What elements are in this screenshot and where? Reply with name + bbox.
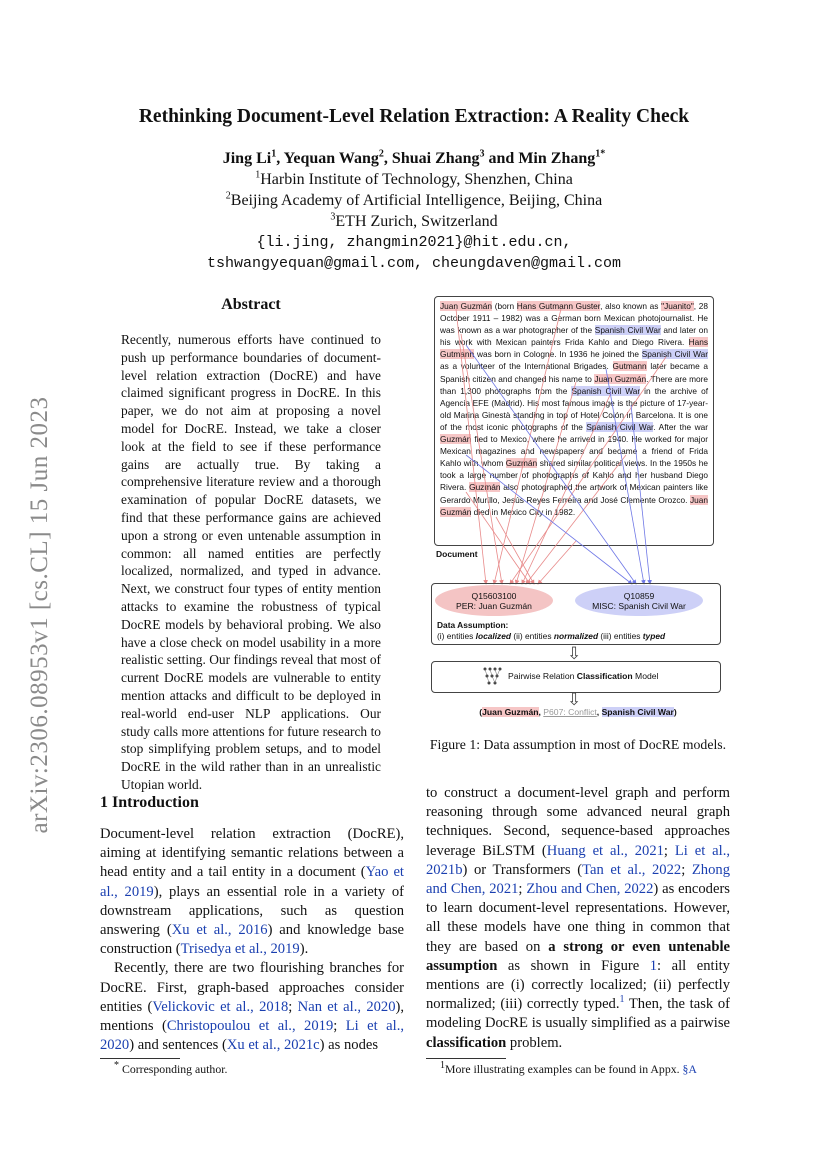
- text-run: ) and sentences (: [129, 1037, 227, 1054]
- text-run: ;: [681, 861, 692, 878]
- text-run: , 28 October 1911 – 1982) was a German born Mexican photojournalist. He was known as a war photographer of the: [440, 301, 708, 336]
- bold-text: Classification: [576, 671, 633, 681]
- text-run: (: [479, 707, 483, 717]
- text-run: (ii) entities: [511, 630, 554, 641]
- text-run: ;: [333, 1018, 346, 1035]
- entity-mention-red: Guzmán: [505, 458, 538, 469]
- bold-text: classification: [426, 1034, 507, 1051]
- text-run: problem.: [506, 1034, 563, 1051]
- text-run: Recently, there are two flourishing branches for DocRE. First, graph-based approaches consider entities (: [100, 960, 404, 1015]
- footnote-mark: *: [114, 1060, 119, 1072]
- abstract-text: Recently, numerous efforts have continued to push up performance boundaries of document-level relation extraction (DocRE) and have claimed significant progress in DocRE. In this paper, we do not aim at proposing a novel model for DocRE. Instead, we take a closer look at the field to see if these performance gains are actually true. By taking a comprehensive literature review and a thorough examination of popular DocRE datasets, we find that these performance gains are achieved upon a strong or even untenable assumption in common: all named entities are perfectly localized, normalized, and typed in advance. Next, we construct four types of entity mention attacks to examine the robustness of typical DocRE models by behavioral probing. We also have a close check on model usability in a more realistic setting. Our findings reveal that most of current DocRE models are vulnerable to entity mention attacks and difficult to be deployed in real-world end-user NLP applications. Our study calls more attentions for future research to stop simplifying problem setups, and to model DocRE in the wild rather than in an unrealistic Utopian world.: [121, 332, 381, 792]
- entity-id: Q15603100: [471, 591, 517, 601]
- model-label: [508, 671, 658, 681]
- footnote-right: [440, 1062, 697, 1077]
- affiliation: [0, 169, 828, 190]
- text-run: , also known as: [600, 301, 662, 311]
- author-affiliation-mark: 1*: [595, 148, 606, 160]
- affiliation-text: Harbin Institute of Technology, Shenzhen, China: [260, 171, 573, 188]
- figure-1: [426, 289, 730, 731]
- arxiv-identifier-text: arXiv:2306.08953v1 [cs.CL] 15 Jun 2023: [26, 396, 53, 834]
- entity-mention-blue: Spanish Civil War: [586, 421, 654, 432]
- text-run: to construct a document-level graph and perform reasoning through some advanced neural graph techniques. Second, sequence-based approaches leverage BiLSTM (: [426, 785, 730, 859]
- text-run: ;: [663, 842, 675, 859]
- email-line: {li.jing, zhangmin2021}@hit.edu.cn,: [256, 234, 572, 251]
- text-run: ) as encoders to learn document-level representations. However, all these models have one thing in common that they are based on: [426, 881, 730, 955]
- entity-mention-red: Juan Guzmán: [440, 301, 493, 311]
- down-arrow-icon: ⇩: [567, 690, 582, 709]
- text-run: ) and knowledge base construction (: [100, 922, 404, 958]
- entity-mention-red: Guzmán: [469, 482, 501, 493]
- author-names: Jing Li$^1$, Yequan Wang$^2$, Shuai Zhang$^3$ and Min Zhang$^{1*}$: [222, 148, 606, 167]
- paragraph: [426, 784, 730, 1053]
- affiliation-text: ETH Zurich, Switzerland: [335, 213, 498, 230]
- citation-link[interactable]: Velickovic et al., 2018: [152, 998, 289, 1015]
- affiliation-text: Beijing Academy of Artificial Intelligence, Beijing, China: [230, 192, 603, 209]
- citation-link[interactable]: Huang et al., 2021: [546, 842, 664, 859]
- paragraph: [100, 825, 404, 959]
- document-label: Document: [436, 549, 478, 559]
- citation-link[interactable]: Xu et al., 2021c: [226, 1037, 320, 1054]
- entity-mention-red: "Juanito": [661, 301, 694, 311]
- output-triple: [426, 707, 730, 717]
- text-run: (i) entities: [437, 630, 476, 641]
- citation-link[interactable]: Tan et al., 2022: [582, 861, 682, 878]
- text-run: . After the war: [653, 421, 708, 432]
- text-run: (iii) entities: [598, 630, 643, 641]
- footnote-text: Corresponding author.: [119, 1062, 228, 1076]
- text-run: ), mentions (: [100, 998, 405, 1035]
- footnote-text: More illustrating examples can be found in Appx.: [445, 1062, 683, 1076]
- entity-mention-red: Gutmann: [612, 361, 647, 372]
- section-heading-introduction: 1 Introduction: [100, 794, 199, 811]
- affiliation: [0, 211, 828, 232]
- down-arrow-icon: ⇩: [567, 644, 582, 663]
- mention-arrows: [426, 289, 730, 589]
- model-box: [431, 661, 721, 693]
- paragraph: [100, 959, 404, 1055]
- entity-id: Q10859: [623, 591, 655, 601]
- entity-mention-blue: Spanish Civil War: [571, 385, 641, 396]
- entity-mention-red: Juan Guzmán: [440, 494, 708, 517]
- author-affiliation-mark: 2: [378, 148, 384, 160]
- footnote-left: [114, 1062, 227, 1077]
- paper-title: Rethinking Document-Level Relation Extraction: A Reality Check: [138, 106, 690, 127]
- entity-type-name: MISC: Spanish Civil War: [592, 601, 686, 611]
- abstract-heading: Abstract: [221, 296, 281, 313]
- affiliation-mark: 2: [225, 190, 231, 202]
- author-name: Yequan Wang: [283, 150, 379, 167]
- author-name: Jing Li: [222, 150, 272, 167]
- citation-link[interactable]: Xu et al., 2016: [171, 922, 268, 939]
- citation-link[interactable]: Trisedya et al., 2019: [180, 941, 300, 958]
- entity-mention-blue: Spanish Civil War: [594, 325, 661, 336]
- assumption-items: [437, 631, 665, 642]
- text-run: as shown in Figure: [497, 957, 650, 974]
- entity-mention-red: Hans Gutmann: [440, 337, 708, 360]
- right-column-text: [426, 784, 730, 1053]
- entity-mention-red: Juan Guzmán: [594, 373, 647, 384]
- footnote-mark: 1: [440, 1060, 445, 1072]
- text-run: ) or Transformers (: [462, 861, 583, 878]
- author-block: [0, 148, 828, 274]
- text-run: Document-level relation extraction (DocRE), aiming at identifying semantic relations between a head entity and a tail entity in a document (: [100, 826, 404, 881]
- text-run: Then, the task of modeling DocRE is usually simplified as a pairwise: [426, 996, 731, 1032]
- citation-link[interactable]: Christopoulou et al., 2019: [166, 1018, 334, 1035]
- text-run: also photographed the artwork of Mexican painters like Gerardo Murillo, Jesús Reyes Ferreira and José Clemente Orozco.: [440, 482, 708, 505]
- bold-text: a strong or even untenable assumption: [426, 938, 730, 974]
- output-head-entity: Juan Guzmán: [482, 707, 539, 717]
- text-run: ): [673, 707, 677, 717]
- text-run: ).: [299, 941, 309, 958]
- text-run: : all entity mentions are (i) correctly localized; (ii) perfectly normalized; (iii) correctly typed.: [426, 957, 730, 1013]
- assumption-title: Data Assumption:: [437, 620, 509, 630]
- text-run: in the archive of Agencia EFE (Madrid). His most famous image is the picture of 17-year-old Marina Ginestà standing in top of Hotel Colón in Barcelona. It is one of the most iconic photographs of the: [440, 385, 708, 432]
- head-entity-node: [435, 585, 553, 616]
- text-run: . There are more than 1,300 photographs from the: [440, 373, 709, 396]
- text-run: fled to Mexico, where he arrived in 1940. He worked for major Mexican magazines and newspapers and became a friend of Frida Kahlo with whom: [440, 434, 708, 469]
- text-run: died in Mexico City in 1982.: [471, 506, 576, 517]
- entity-mention-red: Hans Gutmann Guster: [516, 301, 601, 311]
- footnote-mark[interactable]: 1: [619, 994, 625, 1006]
- affiliation-mark: 1: [255, 169, 261, 181]
- citation-link[interactable]: Nan et al., 2020: [297, 998, 396, 1015]
- text-run: later became a Spanish citizen and changed his name to: [440, 361, 708, 384]
- text-run: shared similar political views. In the 1950s he took a large number of photographs of Kahlo and her husband Diego Rivera.: [440, 458, 708, 493]
- citation-link[interactable]: Li et al., 2020: [100, 1018, 404, 1054]
- author-affiliation-mark: 1: [271, 148, 277, 160]
- text-run: and later on his work with Mexican painters Frida Kahlo and Diego Rivera.: [440, 325, 708, 348]
- text-run: was born in Cologne. In 1936 he joined the: [474, 349, 642, 360]
- entity-mention-red: Guzmán: [440, 434, 472, 445]
- figure-reference-link[interactable]: 1: [649, 957, 658, 974]
- tail-entity-node: [575, 585, 703, 616]
- text-run: Pairwise Relation: [508, 671, 577, 681]
- affiliation-mark: 3: [330, 211, 336, 223]
- assumption-keyword: typed: [642, 630, 666, 641]
- text-run: ;: [518, 881, 527, 898]
- output-relation: P607: Conflict: [543, 707, 597, 717]
- affiliation: [0, 190, 828, 211]
- text-run: ) as nodes: [319, 1037, 379, 1054]
- text-run: ,: [596, 707, 602, 717]
- footnote-rule: [426, 1058, 506, 1059]
- text-run: ), plays an essential role in a variety of downstream applications, such as question answering (: [100, 883, 404, 939]
- citation-link[interactable]: Yao et al., 2019: [100, 864, 404, 900]
- text-run: ;: [288, 998, 298, 1015]
- author-name: Min Zhang: [518, 150, 596, 167]
- assumption-keyword: localized: [475, 630, 512, 641]
- entity-box: [431, 583, 721, 645]
- assumption-keyword: normalized: [553, 630, 599, 641]
- neural-network-icon: [482, 667, 502, 688]
- author-name: Shuai Zhang: [391, 150, 480, 167]
- citation-link[interactable]: Zhou and Chen, 2022: [526, 881, 654, 898]
- text-run: as a volunteer of the International Brigades.: [440, 361, 613, 372]
- citation-link[interactable]: Li et al., 2021b: [426, 842, 730, 878]
- text-run: ,: [538, 707, 544, 717]
- figure-caption: Figure 1: Data assumption in most of DocRE models.: [429, 737, 727, 752]
- appendix-link[interactable]: §A: [682, 1062, 697, 1076]
- author-affiliation-mark: 3: [479, 148, 485, 160]
- text-run: (born: [492, 301, 517, 311]
- entity-mention-blue: Spanish Civil War: [641, 349, 708, 360]
- data-assumption: [437, 620, 665, 641]
- footnote-rule: [100, 1058, 180, 1059]
- email-line: tshwangyequan@gmail.com, cheungdaven@gmail.com: [206, 255, 622, 272]
- citation-link[interactable]: Zhong and Chen, 2021: [426, 861, 730, 898]
- text-run: Model: [632, 671, 659, 681]
- introduction-text: [100, 825, 404, 1055]
- output-tail-entity: Spanish Civil War: [601, 707, 674, 717]
- arxiv-identifier: [18, 365, 62, 865]
- entity-type-name: PER: Juan Guzmán: [456, 601, 532, 611]
